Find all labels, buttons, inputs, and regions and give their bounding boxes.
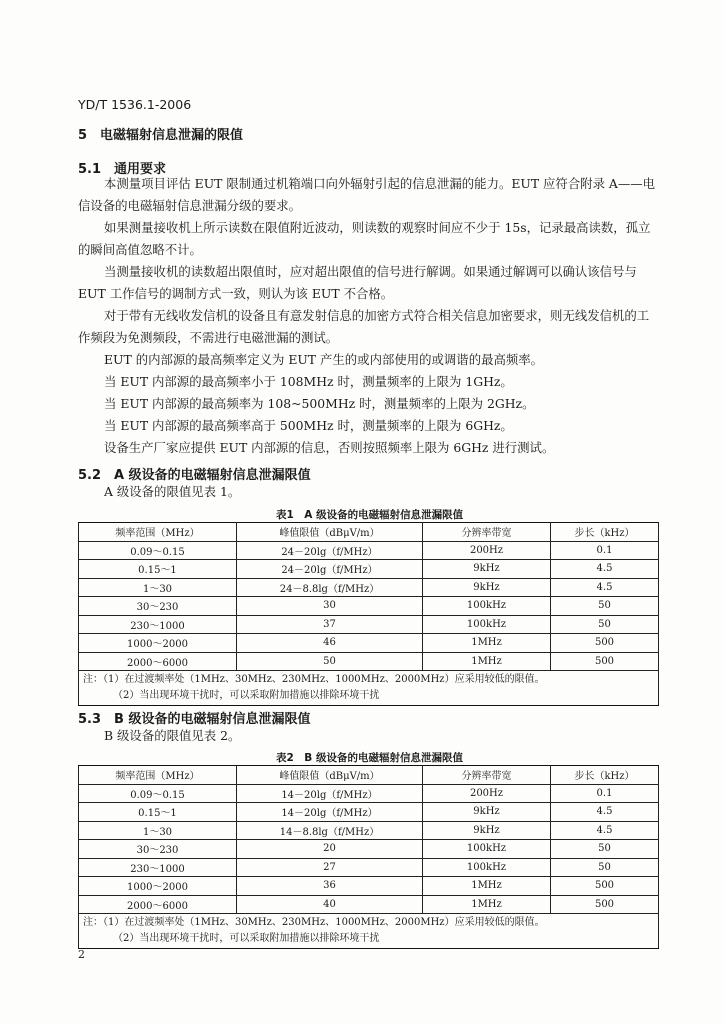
- paragraph-upper-limit-2ghz: 当 EUT 内部源的最高频率为 108~500MHz 时，测量频率的上限为 2GHz。: [104, 396, 535, 411]
- section-5-2-intro: A 级设备的限值见表 1。: [104, 484, 241, 499]
- cell-resolution-bandwidth: 100kHz: [423, 615, 551, 634]
- header-frequency-range: 频率范围（MHz）: [79, 766, 237, 785]
- table-row: [79, 895, 659, 914]
- header-peak-limit: 峰值限值（dBμV/m）: [237, 766, 423, 785]
- table-2: [78, 765, 659, 949]
- cell-resolution-bandwidth: 100kHz: [423, 840, 551, 859]
- section-5-2-title: 5.2 A 级设备的电磁辐射信息泄漏限值: [78, 468, 311, 483]
- table-2-notes: [79, 914, 659, 949]
- table-row: [79, 877, 659, 896]
- cell-frequency-range: 1000～2000: [79, 877, 237, 896]
- paragraph-max-frequency-definition: EUT 的内部源的最高频率定义为 EUT 产生的或内部使用的或调谐的最高频率。: [104, 352, 544, 367]
- paragraph-reading-fluctuation: 如果测量接收机上所示读数在限值附近波动，则读数的观察时间应不少于 15s，记录最高读数，孤立的瞬间高值忽略不计。: [78, 220, 651, 257]
- cell-resolution-bandwidth: 9kHz: [423, 803, 551, 822]
- page-number: 2: [78, 948, 85, 961]
- table-row: [79, 784, 659, 803]
- paragraph-upper-limit-6ghz: 当 EUT 内部源的最高频率高于 500MHz 时，测量频率的上限为 6GHz。: [104, 418, 513, 433]
- cell-step-size: 0.1: [551, 541, 659, 560]
- cell-step-size: 50: [551, 615, 659, 634]
- cell-peak-limit: 46: [237, 634, 423, 653]
- cell-step-size: 500: [551, 634, 659, 653]
- table-2-caption: 表2 B 级设备的电磁辐射信息泄漏限值: [276, 752, 463, 764]
- table-note-row: [79, 671, 659, 706]
- cell-resolution-bandwidth: 9kHz: [423, 821, 551, 840]
- cell-frequency-range: 0.15～1: [79, 803, 237, 822]
- cell-peak-limit: 14－20lg（f/MHz）: [237, 803, 423, 822]
- cell-frequency-range: 230～1000: [79, 615, 237, 634]
- header-peak-limit: 峰值限值（dBμV/m）: [237, 523, 423, 542]
- cell-step-size: 0.1: [551, 784, 659, 803]
- cell-resolution-bandwidth: 9kHz: [423, 578, 551, 597]
- cell-step-size: 500: [551, 652, 659, 671]
- cell-step-size: 4.5: [551, 803, 659, 822]
- table-row: [79, 634, 659, 653]
- table-row: [79, 560, 659, 579]
- table-2-note-1: 注：（1）在过渡频率处（1MHz、30MHz、230MHz、1000MHz、2000MHz）应采用较低的限值。: [83, 917, 545, 928]
- cell-peak-limit: 24－20lg（f/MHz）: [237, 560, 423, 579]
- header-step-size: 步长（kHz）: [551, 523, 659, 542]
- cell-resolution-bandwidth: 200Hz: [423, 541, 551, 560]
- table-2-note-2: （2）当出现环境干扰时，可以采取附加措施以排除环境干扰: [113, 933, 380, 944]
- header-step-size: 步长（kHz）: [551, 766, 659, 785]
- cell-resolution-bandwidth: 1MHz: [423, 634, 551, 653]
- paragraph-manufacturer-info: 设备生产厂家应提供 EUT 内部源的信息，否则按照频率上限为 6GHz 进行测试。: [104, 440, 555, 455]
- table-row: [79, 578, 659, 597]
- cell-step-size: 500: [551, 877, 659, 896]
- table-row: [79, 652, 659, 671]
- cell-frequency-range: 30～230: [79, 840, 237, 859]
- cell-frequency-range: 1～30: [79, 578, 237, 597]
- cell-frequency-range: 0.09～0.15: [79, 541, 237, 560]
- section-5-3-intro: B 级设备的限值见表 2。: [104, 728, 241, 743]
- header-resolution-bandwidth: 分辨率带宽: [423, 523, 551, 542]
- cell-peak-limit: 24－20lg（f/MHz）: [237, 541, 423, 560]
- cell-step-size: 4.5: [551, 821, 659, 840]
- table-header-row: [79, 523, 659, 542]
- cell-frequency-range: 0.15～1: [79, 560, 237, 579]
- cell-peak-limit: 37: [237, 615, 423, 634]
- cell-peak-limit: 36: [237, 877, 423, 896]
- cell-frequency-range: 1～30: [79, 821, 237, 840]
- header-resolution-bandwidth: 分辨率带宽: [423, 766, 551, 785]
- cell-resolution-bandwidth: 9kHz: [423, 560, 551, 579]
- table-note-row: [79, 914, 659, 949]
- header-frequency-range: 频率范围（MHz）: [79, 523, 237, 542]
- standard-code: YD/T 1536.1-2006: [78, 97, 192, 112]
- cell-step-size: 50: [551, 597, 659, 616]
- table-row: [79, 858, 659, 877]
- paragraph-demodulation: 当测量接收机的读数超出限值时，应对超出限值的信号进行解调。如果通过解调可以确认该信号与 EUT 工作信号的调制方式一致，则认为该 EUT 不合格。: [78, 264, 637, 301]
- table-row: [79, 615, 659, 634]
- cell-frequency-range: 0.09～0.15: [79, 784, 237, 803]
- cell-peak-limit: 50: [237, 652, 423, 671]
- table-row: [79, 803, 659, 822]
- cell-peak-limit: 14－20lg（f/MHz）: [237, 784, 423, 803]
- table-row: [79, 541, 659, 560]
- cell-step-size: 50: [551, 840, 659, 859]
- cell-resolution-bandwidth: 1MHz: [423, 877, 551, 896]
- table-1-caption: 表1 A 级设备的电磁辐射信息泄漏限值: [276, 509, 464, 521]
- section-5-1-title: 5.1 通用要求: [78, 162, 167, 177]
- cell-peak-limit: 24－8.8lg（f/MHz）: [237, 578, 423, 597]
- table-1-note-1: 注：（1）在过渡频率处（1MHz、30MHz、230MHz、1000MHz、2000MHz）应采用较低的限值。: [83, 674, 545, 685]
- cell-step-size: 4.5: [551, 560, 659, 579]
- paragraph-eut-assessment: 本测量项目评估 EUT 限制通过机箱端口向外辐射引起的信息泄漏的能力。EUT 应符合附录 A——电信设备的电磁辐射信息泄漏分级的要求。: [78, 176, 656, 213]
- paragraph-wireless-exemption: 对于带有无线收发信机的设备且有意发射信息的加密方式符合相关信息加密要求，则无线发信机的工作频段为免测频段，不需进行电磁泄漏的测试。: [78, 308, 650, 345]
- cell-resolution-bandwidth: 100kHz: [423, 597, 551, 616]
- cell-frequency-range: 2000～6000: [79, 895, 237, 914]
- table-1: [78, 522, 659, 706]
- table-row: [79, 840, 659, 859]
- table-1-note-2: （2）当出现环境干扰时，可以采取附加措施以排除环境干扰: [113, 690, 380, 701]
- cell-peak-limit: 20: [237, 840, 423, 859]
- paragraph-upper-limit-1ghz: 当 EUT 内部源的最高频率小于 108MHz 时，测量频率的上限为 1GHz。: [104, 374, 513, 389]
- cell-resolution-bandwidth: 1MHz: [423, 652, 551, 671]
- cell-frequency-range: 30～230: [79, 597, 237, 616]
- cell-step-size: 4.5: [551, 578, 659, 597]
- cell-peak-limit: 40: [237, 895, 423, 914]
- cell-step-size: 50: [551, 858, 659, 877]
- table-row: [79, 597, 659, 616]
- cell-resolution-bandwidth: 200Hz: [423, 784, 551, 803]
- cell-peak-limit: 27: [237, 858, 423, 877]
- cell-resolution-bandwidth: 100kHz: [423, 858, 551, 877]
- section-5-title: 5 电磁辐射信息泄漏的限值: [78, 128, 244, 143]
- cell-peak-limit: 30: [237, 597, 423, 616]
- cell-resolution-bandwidth: 1MHz: [423, 895, 551, 914]
- cell-frequency-range: 1000～2000: [79, 634, 237, 653]
- table-1-notes: [79, 671, 659, 706]
- cell-frequency-range: 230～1000: [79, 858, 237, 877]
- table-header-row: [79, 766, 659, 785]
- cell-step-size: 500: [551, 895, 659, 914]
- table-row: [79, 821, 659, 840]
- cell-peak-limit: 14－8.8lg（f/MHz）: [237, 821, 423, 840]
- cell-frequency-range: 2000～6000: [79, 652, 237, 671]
- section-5-3-title: 5.3 B 级设备的电磁辐射信息泄漏限值: [78, 712, 311, 727]
